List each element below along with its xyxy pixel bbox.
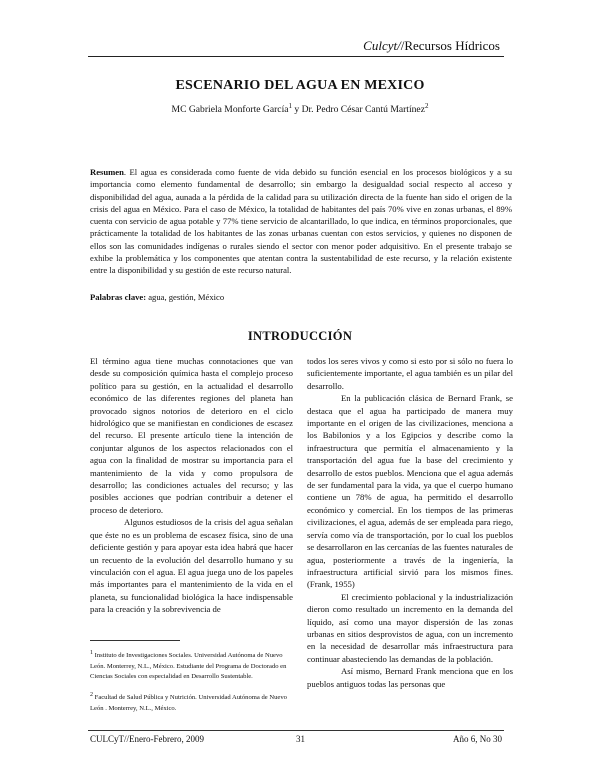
footnote-mark: 1 — [90, 650, 93, 656]
author-2: y Dr. Pedro César Cantú Martínez — [292, 104, 425, 116]
running-header — [363, 38, 500, 54]
footer-issue: Año 6, No 30 — [453, 734, 502, 744]
keywords-text: agua, gestión, México — [146, 292, 225, 302]
author-2-mark: 2 — [424, 102, 429, 110]
footnote-2 — [90, 690, 295, 714]
footnote-rule — [90, 640, 180, 641]
keywords — [90, 292, 224, 302]
author-1: MC Gabriela Monforte García — [171, 104, 289, 116]
paragraph: En la publicación clásica de Bernard Frank, se destaca que el agua ha participado de manera muy importante en el origen de las civilizaciones, menciona a los Babilonios y a los Egipcios y describe como la infraestructura que permitía el almacenamiento y la transportación del agua fue la base del crecimiento y desarrollo de estos pueblos. Menciona que el agua además de ser fundamental para la vida, ya que el cuerpo humano contiene un 78% de agua, ha permitido el desarrollo económico y comercial. En los tiempos de las primeras civilizaciones, el agua, además de ser empleada para riego, servía como vía de transportación, por lo cual los pueblos se desarrollaron en las cercanías de las fuentes naturales de agua, posteriormente a través de la ingeniería, la infraestructura artificial sirvió para los mismos fines. (Frank, 1955) — [307, 393, 513, 590]
footnote-1 — [90, 648, 295, 682]
footnote-mark: 2 — [90, 692, 93, 698]
section-heading: INTRODUCCIÓN — [247, 329, 353, 343]
footer-rule — [88, 730, 504, 731]
footnote-text: Facultad de Salud Pública y Nutrición. Universidad Autónoma de Nuevo León . Monterrey, N.L., México. — [90, 694, 287, 712]
abstract-label: Resumen — [90, 167, 124, 177]
paragraph: todos los seres vivos y como si esto por si sólo no fuera lo suficientemente importante, el agua también es un pilar del desarrollo. — [307, 356, 513, 391]
abstract — [90, 166, 512, 277]
paragraph: El crecimiento poblacional y la industrialización dieron como resultado un incremento en la demanda del líquido, así como una mayor dispersión de las zonas urbanas en sitios desprovistos de agua, con un incremento en la necesidad de desarrollar más infraestructura para continuar abasteciendo las demandas de la población. — [307, 591, 513, 664]
abstract-text: . El agua es considerada como fuente de vida debido su función esencial en los procesos biológicos y a su importancia como elemento fundamental de desarrollo; sin embargo la desigualdad social respecto al acceso y disponibilidad del agua, aunada a la pérdida de la calidad para su utilización directa de la fuente han sido el origen de la crisis del agua en México. Para el caso de México, la totalidad de habitantes del país 70% vive en zonas urbanas, el 89% cuenta con servicio de agua potable y 77% tiene servicio de alcantarillado, lo que indica, en términos proporcionales, que prácticamente la totalidad de los habitantes de las zonas urbanas cuentan con estos servicios, y quienes no disponen de ellos son las comunidades indígenas o rurales siendo el sector con menor poder adquisitivo. En el presente trabajo se exhibe la problemática y los componentes que atentan contra la sustentabilidad de este recurso, y la relación existente entre la disponibilidad y su gestión de este recurso natural. — [90, 167, 512, 276]
journal-section: /Recursos Hídricos — [400, 38, 500, 53]
author-1-mark: 1 — [288, 102, 292, 110]
column-right — [307, 355, 513, 690]
authors-line — [0, 102, 600, 115]
footer-journal: CULCyT//Enero-Febrero, 2009 — [90, 734, 204, 744]
header-rule — [88, 56, 504, 57]
journal-brand: Culcyt/ — [363, 38, 401, 53]
keywords-label: Palabras clave: — [90, 292, 147, 302]
paragraph: Así mismo, Bernard Frank menciona que en los pueblos antiguos todas las personas que — [307, 666, 513, 689]
footnote-text: Instituto de Investigaciones Sociales. Universidad Autónoma de Nuevo León. Monterrey, N.L., México. Estudiante del Programa de Doctorado en Ciencias Sociales con especialidad en Desarrollo Sustentable. — [90, 652, 287, 680]
paper-title: ESCENARIO DEL AGUA EN MEXICO — [175, 78, 425, 93]
page-number: 31 — [296, 734, 305, 744]
paragraph: El término agua tiene muchas connotaciones que van desde su composición química hasta el complejo proceso político para su gestión, en la actualidad el desarrollo económico de las diferentes regiones del planeta han provocado signos notorios de deterioro en el ciclo hidrológico que se manifiestan en condiciones de escasez del recurso. El presente artículo tiene la intención de conjuntar algunos de los aspectos relacionados con el agua con la finalidad de mostrar su importancia para el mantenimiento de la vida y como propulsora de desarrollo; las condiciones actuales del recurso; y las posibles acciones que podrían contribuir a detener el proceso de deterioro. — [90, 356, 293, 515]
paragraph: Algunos estudiosos de la crisis del agua señalan que éste no es un problema de escasez física, sino de una deficiente gestión y para apoyar esta idea habrá que hacer un recuento de la evolución del desarrollo humano y su vinculación con el agua. El agua juega uno de los papeles más importantes para el mantenimiento de la vida en el planeta, su funcionalidad biológica la hace indispensable para la creación y la sobrevivencia de — [90, 517, 293, 615]
column-left — [90, 355, 293, 616]
